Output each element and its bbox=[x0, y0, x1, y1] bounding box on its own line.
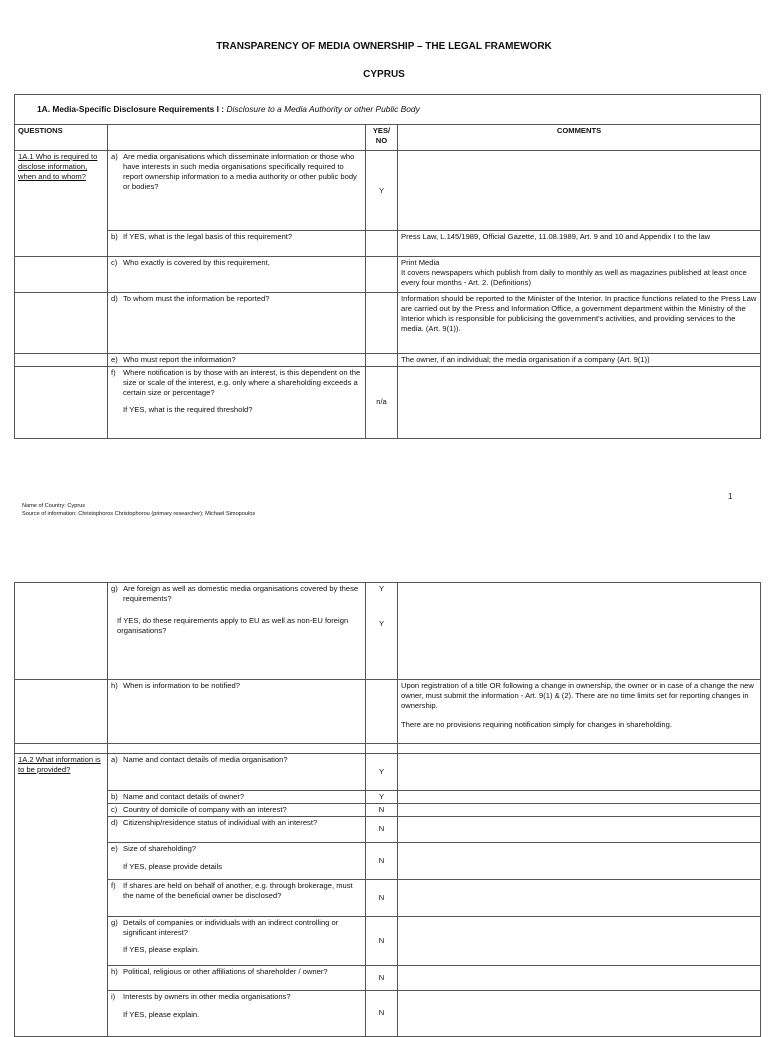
item-letter: e) bbox=[111, 355, 118, 364]
table-row bbox=[15, 879, 761, 916]
yes-no-value bbox=[366, 680, 398, 744]
blank-header bbox=[108, 125, 366, 151]
question-text: Who must report the information? bbox=[123, 355, 236, 364]
table-row bbox=[15, 366, 761, 438]
footer-country: Name of Country: Cyprus bbox=[22, 503, 86, 509]
comment-cell bbox=[398, 754, 761, 791]
comment-cell bbox=[398, 583, 761, 680]
comment-cell bbox=[398, 803, 761, 816]
footer-source: Source of information: Christophoros Christophorou (primary researcher); Michael Simopoulos bbox=[22, 510, 256, 517]
item-letter: i) bbox=[111, 991, 116, 1001]
yes-no-value: N bbox=[366, 879, 398, 916]
disclosure-table-page-1 bbox=[14, 94, 761, 439]
comment-cell bbox=[398, 842, 761, 879]
table-row bbox=[15, 151, 761, 231]
table-row bbox=[15, 791, 761, 804]
question-subtext: If YES, please provide details bbox=[123, 861, 223, 871]
yes-no-header: YES/ NO bbox=[366, 125, 398, 151]
question-text: Where notification is by those with an interest, is this dependent on the size or scale of the interest, e.g. only where a shareholding exceeds a certain size or percentage? bbox=[123, 367, 361, 397]
country-heading: CYPRUS bbox=[363, 69, 405, 80]
questions-header: QUESTIONS bbox=[15, 125, 108, 151]
footer bbox=[22, 503, 255, 518]
question-text: When is information to be notified? bbox=[123, 681, 240, 690]
yes-no-value: N bbox=[366, 816, 398, 842]
item-letter: d) bbox=[111, 294, 118, 303]
yes-no-value: N bbox=[366, 842, 398, 879]
question-text: Country of domicile of company with an interest? bbox=[123, 804, 287, 814]
question-text: Citizenship/residence status of individual with an interest? bbox=[123, 817, 318, 827]
disclosure-table-page-2 bbox=[14, 582, 761, 1037]
comment-cell bbox=[398, 879, 761, 916]
comment-cell bbox=[398, 366, 761, 438]
comment-cell bbox=[398, 257, 761, 293]
table-row bbox=[15, 842, 761, 879]
question-label-1a2: 1A.2 What information is to be provided? bbox=[18, 755, 101, 774]
item-letter: d) bbox=[111, 817, 118, 827]
comment-text: It covers newspapers which publish from daily to monthly as well as magazines published at least once every four months - Art. 2. (Definitions) bbox=[401, 267, 747, 287]
question-text: Are foreign as well as domestic media organisations covered by these requirements? bbox=[123, 584, 359, 603]
document-title: TRANSPARENCY OF MEDIA OWNERSHIP – THE LEGAL FRAMEWORK bbox=[216, 41, 552, 52]
yes-no-value: N bbox=[366, 803, 398, 816]
question-text: Who exactly is covered by this requirement, bbox=[123, 258, 270, 267]
comment-cell bbox=[398, 990, 761, 1036]
section-prefix: 1A. Media-Specific Disclosure Requirements I : bbox=[37, 104, 227, 115]
yes-no-value: Y bbox=[366, 791, 398, 804]
section-heading bbox=[15, 95, 761, 125]
table-row bbox=[15, 916, 761, 965]
page-number: 1 bbox=[728, 492, 733, 501]
question-text: Name and contact details of owner? bbox=[123, 792, 245, 801]
table-row bbox=[15, 583, 761, 680]
table-row bbox=[15, 754, 761, 791]
question-text: Interests by owners in other media organisations? bbox=[123, 991, 291, 1001]
question-text: Name and contact details of media organisation? bbox=[123, 755, 288, 764]
item-letter: e) bbox=[111, 843, 118, 853]
item-letter: b) bbox=[111, 792, 118, 801]
question-text: If shares are held on behalf of another, e.g. through brokerage, must the name of the beneficial owner be disclosed? bbox=[123, 880, 353, 900]
question-subtext: If YES, please explain. bbox=[123, 1009, 200, 1019]
item-letter: c) bbox=[111, 258, 118, 267]
comment-text: Upon registration of a title OR following a change in ownership, the owner or in case of a change the new owner, must submit the information - Art. 9(1) & (2). There are no time limits set for reporting changes in ownership. bbox=[401, 681, 754, 710]
yes-no-value bbox=[366, 293, 398, 354]
yes-no-value: n/a bbox=[366, 366, 398, 438]
table-row bbox=[15, 680, 761, 744]
item-letter: g) bbox=[111, 584, 118, 593]
table-row bbox=[15, 257, 761, 293]
question-text: To whom must the information be reported? bbox=[123, 294, 270, 303]
yes-no-value bbox=[366, 257, 398, 293]
comment-cell bbox=[398, 965, 761, 990]
item-letter: f) bbox=[111, 880, 116, 890]
section-italic: Disclosure to a Media Authority or other Public Body bbox=[226, 104, 420, 115]
header-row bbox=[15, 125, 761, 151]
table-row bbox=[15, 990, 761, 1036]
question-subtext: If YES, what is the required threshold? bbox=[123, 405, 253, 415]
table-row bbox=[15, 231, 761, 257]
comment-cell bbox=[398, 151, 761, 231]
comment-title: Print Media bbox=[401, 258, 440, 267]
yes-no-value: Y bbox=[366, 151, 398, 231]
table-row bbox=[15, 293, 761, 354]
yes-no-value: N bbox=[366, 916, 398, 965]
question-text: If YES, what is the legal basis of this requirement? bbox=[123, 232, 293, 241]
yes-no-value bbox=[366, 354, 398, 367]
comment-cell bbox=[398, 916, 761, 965]
item-letter: h) bbox=[111, 681, 118, 690]
question-text: Political, religious or other affiliations of shareholder / owner? bbox=[123, 966, 328, 976]
item-letter: b) bbox=[111, 232, 118, 241]
table-row bbox=[15, 965, 761, 990]
spacer-row bbox=[15, 744, 761, 754]
table-row bbox=[15, 354, 761, 367]
comment-cell: Press Law, L.145/1989, Official Gazette, 11.08.1989, Art. 9 and 10 and Appendix I to the law bbox=[398, 231, 761, 257]
item-letter: h) bbox=[111, 966, 118, 976]
yes-no-value: N bbox=[366, 990, 398, 1036]
comment-text: There are no provisions requiring notification simply for changes in shareholding. bbox=[401, 719, 672, 729]
yes-no-value: Y bbox=[378, 584, 385, 593]
item-letter: g) bbox=[111, 917, 118, 927]
question-text: Size of shareholding? bbox=[123, 843, 197, 853]
item-letter: c) bbox=[111, 804, 118, 814]
question-label-1a1: 1A.1 Who is required to disclose information, when and to whom? bbox=[18, 152, 98, 181]
item-letter: a) bbox=[111, 152, 118, 161]
item-letter: a) bbox=[111, 755, 118, 764]
question-subtext: If YES, do these requirements apply to EU as well as non-EU foreign organisations? bbox=[117, 615, 349, 635]
comment-cell bbox=[398, 816, 761, 842]
table-row bbox=[15, 816, 761, 842]
item-letter: f) bbox=[111, 367, 116, 377]
comment-cell bbox=[398, 791, 761, 804]
comments-header: COMMENTS bbox=[398, 125, 761, 151]
table-row bbox=[15, 803, 761, 816]
yes-no-value: Y bbox=[366, 754, 398, 791]
yes-no-value: N bbox=[366, 965, 398, 990]
comment-cell: The owner, if an individual; the media organisation if a company (Art. 9(1)) bbox=[398, 354, 761, 367]
question-text: Are media organisations which disseminate information or those who have interests in such media organisations specifically required to report ownership information to a media authority or other public body or bodies? bbox=[123, 152, 357, 191]
question-subtext: If YES, please explain. bbox=[123, 945, 200, 955]
yes-no-value: Y bbox=[378, 618, 385, 628]
yes-no-value bbox=[366, 231, 398, 257]
comment-cell bbox=[398, 680, 761, 744]
comment-cell: Information should be reported to the Minister of the Interior. In practice functions related to the Press Law are carried out by the Press and Information Office, a government department within the Ministry of the Interior which is responsible for publicising the government's activities, and providing services to the media. (Art. 9(1)). bbox=[398, 293, 761, 354]
question-text: Details of companies or individuals with an indirect controlling or significant interest? bbox=[123, 917, 339, 937]
